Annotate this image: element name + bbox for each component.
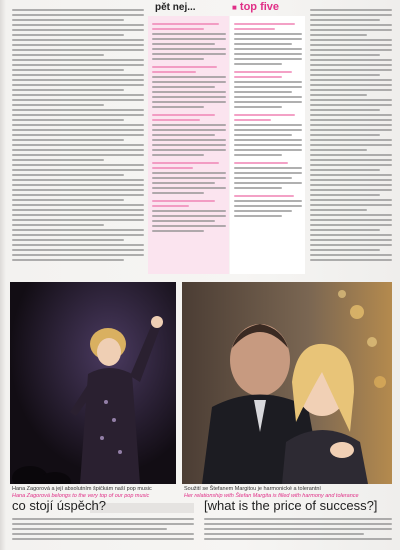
sidebar-heading-czech: pět nej... [155, 2, 196, 13]
section-heading-czech: co stojí úspěch? [12, 498, 106, 513]
caption-left-english: Hana Zagorová belongs to the very top of our pop music [12, 493, 150, 499]
left-body-text [12, 6, 144, 264]
bottom-left-text [12, 515, 194, 543]
section-heading-english: [what is the price of success?] [204, 498, 378, 513]
stage-photo-illustration [10, 282, 176, 484]
arrow-icon: ■ [232, 3, 237, 12]
caption-right-czech: Soužití se Štefanem Margitou je harmonické a tolerantní [184, 486, 321, 492]
sidebar-heading-english: ■ top five [232, 1, 280, 13]
photo-stage-performance [10, 282, 176, 484]
bottom-right-text [204, 515, 392, 543]
sidebar-list-english [234, 20, 302, 220]
right-body-text [310, 6, 392, 264]
sidebar-list-czech [152, 20, 226, 235]
caption-right-english: Her relationship with Štefan Margita is filled with harmony and tolerance [184, 493, 359, 499]
caption-left-czech: Hana Zagorová a její absolutním špičkám naší pop music [12, 486, 152, 492]
photo-couple [182, 282, 392, 484]
couple-photo-illustration [182, 282, 392, 484]
